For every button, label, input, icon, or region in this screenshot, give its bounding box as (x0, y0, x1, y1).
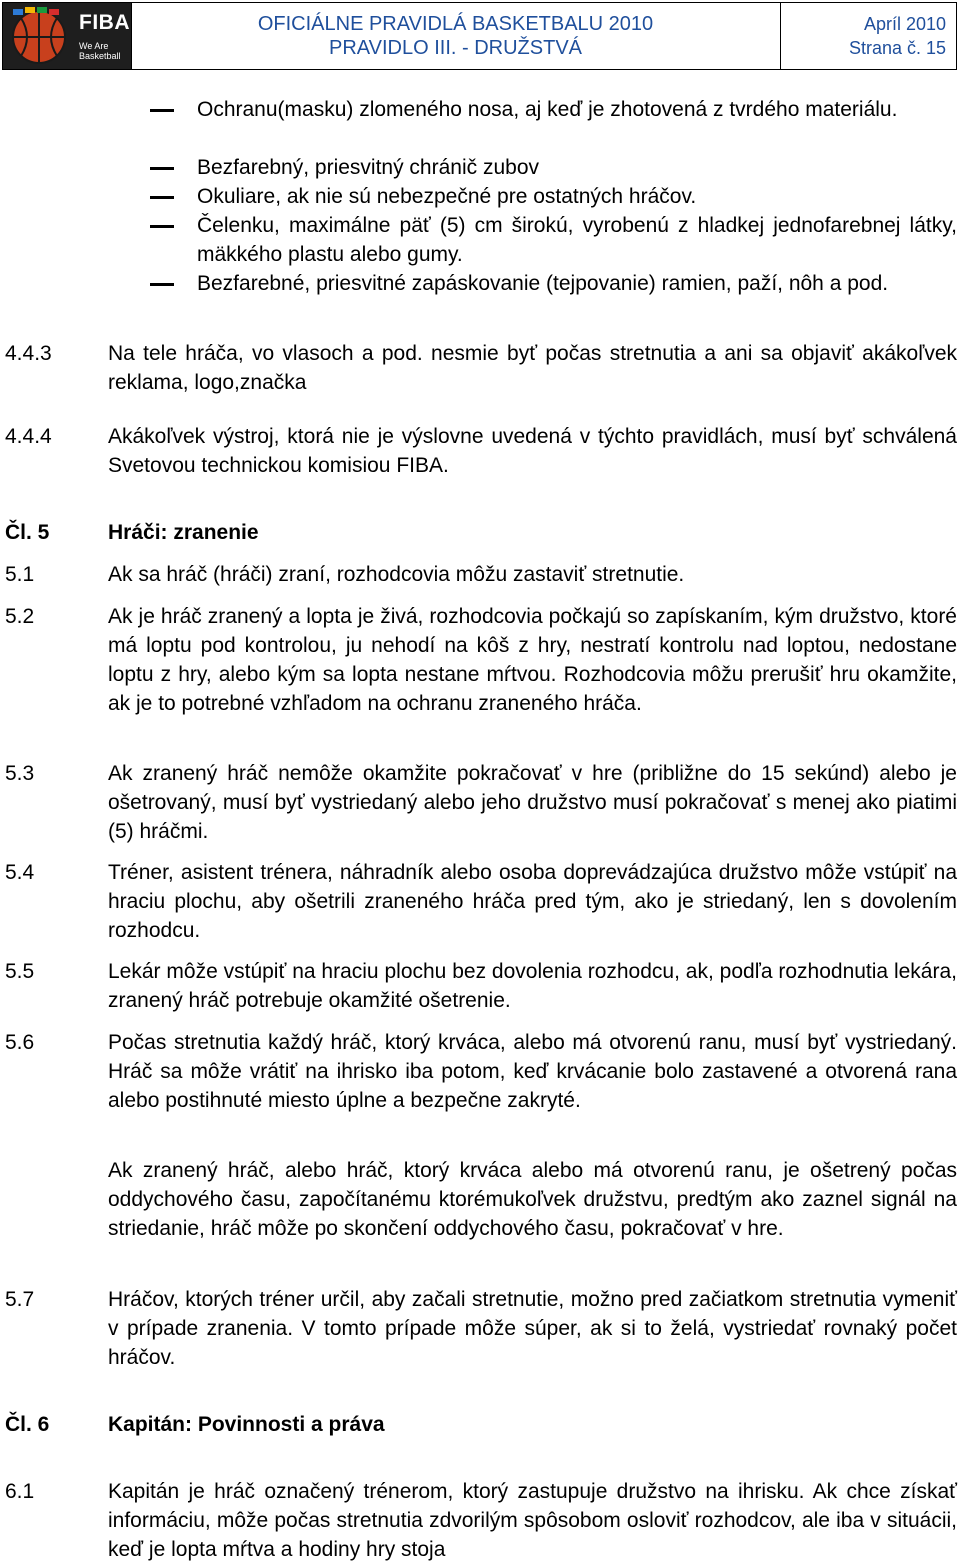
header-titles (131, 3, 781, 69)
dash-icon (150, 225, 174, 228)
document-date: Apríl 2010 (863, 14, 946, 34)
section-text: Hráčov, ktorých tréner určil, aby začali stretnutie, možno pred začiatkom stretnutia vymeniť v prípade zranenia. V tomto prípade môže súper, ak si to želá, vystriedať rovnaký počet hráčov. (108, 1288, 957, 1369)
article-number: Čl. 5 (5, 521, 50, 544)
section-number: 5.3 (5, 762, 35, 785)
list-item: Okuliare, ak nie sú nebezpečné pre ostatných hráčov. (197, 185, 697, 208)
document-title: OFICIÁLNE PRAVIDLÁ BASKETBALU 2010 (257, 13, 654, 35)
section-text: Ak zranený hráč nemôže okamžite pokračovať v hre (približne do 15 sekúnd) alebo je ošetrovaný, musí byť vystriedaný alebo jeho družstvo musí pokračovať s menej ako piatimi (5) hráčmi. (108, 762, 957, 843)
section-text: Ak zranený hráč, alebo hráč, ktorý krváca alebo má otvorenú ranu, je ošetrený počas oddychového času, započítanému ktorémukoľvek družstvu, predtým ako zaznel signál na striedanie, hráč môže po skončení oddychového času, pokračovať v hre. (108, 1159, 957, 1240)
section-text: Počas stretnutia každý hráč, ktorý krváca, alebo má otvorenú ranu, musí byť vystriedaný. Hráč sa môže vrátiť na ihrisko iba potom, keď krvácanie bolo zastavené a otvorená rana alebo postihnuté miesto úplne a bezpečne zakryté. (108, 1031, 957, 1112)
list-item: Bezfarebný, priesvitný chránič zubov (197, 156, 539, 179)
basketball-icon (3, 3, 79, 69)
section-number: 5.5 (5, 960, 35, 983)
section-text: Na tele hráča, vo vlasoch a pod. nesmie byť počas stretnutia a ani sa objaviť akákoľvek reklama, logo,značka (108, 342, 957, 394)
section-text: Lekár môže vstúpiť na hraciu plochu bez dovolenia rozhodcu, ak, podľa rozhodnutia lekára, zranený hráč potrebuje okamžité ošetrenie. (108, 960, 957, 1012)
article-heading: Hráči: zranenie (108, 521, 259, 544)
page-header (2, 2, 957, 70)
section-text: Kapitán je hráč označený trénerom, ktorý zastupuje družstvo na ihrisku. Ak chce získať informáciu, môže počas stretnutia zdvorilým spôsobom osloviť rozhodcov, ale iba v situácii, keď je lopta mŕtva a hodiny hry stoja (108, 1480, 957, 1561)
section-number: 5.1 (5, 563, 35, 586)
dash-icon (150, 196, 174, 199)
section-number: 4.4.4 (5, 425, 52, 448)
section-number: 5.7 (5, 1288, 35, 1311)
section-number: 5.2 (5, 605, 35, 628)
list-item: Ochranu(masku) zlomeného nosa, aj keď je zhotovená z tvrdého materiálu. (197, 98, 898, 121)
section-text: Ak je hráč zranený a lopta je živá, rozhodcovia počkajú so zapískaním, kým družstvo, ktoré má loptu pod kontrolou, ju nehodí na kôš z hry, nestratí kontrolu nad loptou, nedostane loptu z hry, alebo kým sa lopta nestane mŕtvou. Rozhodcovia môžu prerušiť hru okamžite, ak je to potrebné vzhľadom na ochranu zraneného hráča. (108, 605, 957, 715)
page-number: Strana č. 15 (848, 38, 946, 58)
section-text: Ak sa hráč (hráči) zraní, rozhodcovia môžu zastaviť stretnutie. (108, 563, 685, 586)
section-text: Tréner, asistent trénera, náhradník alebo osoba doprevádzajúca družstvo môže vstúpiť na hraciu plochu, aby ošetrili zraneného hráča pred tým, ako je striedaný, len s dovolením rozhodcu. (108, 861, 957, 942)
list-item: Čelenku, maximálne päť (5) cm širokú, vyrobenú z hladkej jednofarebnej látky, mäkkého plastu alebo gumy. (197, 214, 957, 266)
article-heading: Kapitán: Povinnosti a práva (108, 1413, 385, 1436)
article-number: Čl. 6 (5, 1413, 50, 1436)
section-number: 4.4.3 (5, 342, 52, 365)
rule-title: PRAVIDLO III. - DRUŽSTVÁ (329, 37, 582, 59)
logo-text: FIBA (79, 11, 130, 34)
section-number: 5.4 (5, 861, 35, 884)
section-text: Akákoľvek výstroj, ktorá nie je výslovne uvedená v týchto pravidlách, musí byť schválená Svetovou technickou komisiou FIBA. (108, 425, 957, 477)
header-meta (781, 3, 956, 69)
section-number: 5.6 (5, 1031, 35, 1054)
dash-icon (150, 109, 174, 112)
logo-tagline: We Are Basketball (79, 41, 121, 61)
list-item: Bezfarebné, priesvitné zapáskovanie (tejpovanie) ramien, paží, nôh a pod. (197, 272, 889, 295)
section-number: 6.1 (5, 1480, 35, 1503)
fiba-logo (3, 3, 132, 69)
dash-icon (150, 283, 174, 286)
dash-icon (150, 167, 174, 170)
